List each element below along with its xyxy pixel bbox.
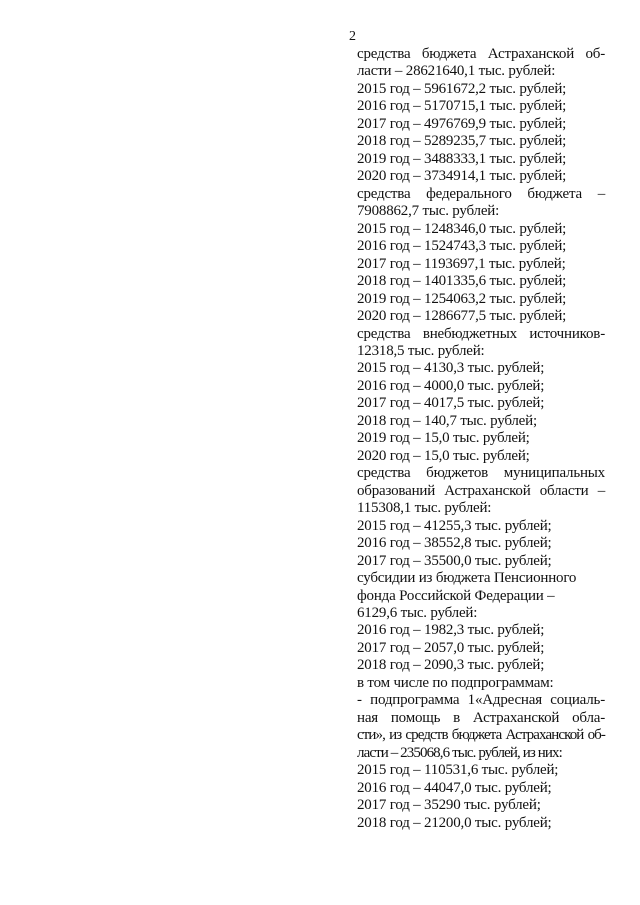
text-line: 2017 год – 4017,5 тыс. рублей; [357,395,545,412]
text-line: 2015 год – 1248346,0 тыс. рублей; [357,220,567,237]
text-line: средства федерального бюджета – [357,185,605,202]
text-line: 2019 год – 3488333,1 тыс. рублей; [357,150,567,167]
text-line: ласти – 28621640,1 тыс. рублей: [357,63,556,80]
text-line: 2016 год – 44047,0 тыс. рублей; [357,779,552,796]
text-line: 2018 год – 140,7 тыс. рублей; [357,412,537,429]
text-line: 7908862,7 тыс. рублей: [357,203,500,220]
text-line: образований Астраханской области – [357,482,605,499]
text-line: 12318,5 тыс. рублей: [357,342,485,359]
text-line: 2016 год – 1982,3 тыс. рублей; [357,622,545,639]
text-line: 2020 год – 1286677,5 тыс. рублей; [357,308,567,325]
text-line: 2016 год – 38552,8 тыс. рублей; [357,535,552,552]
text-line: средства бюджетов муниципальных [357,465,605,482]
text-line: средства внебюджетных источников- [357,325,605,342]
text-line: 2018 год – 1401335,6 тыс. рублей; [357,273,567,290]
text-line: 2019 год – 15,0 тыс. рублей; [357,430,530,447]
text-line: 6129,6 тыс. рублей: [357,605,478,621]
text-column [357,45,605,831]
text-line: 2017 год – 35290 тыс. рублей; [357,797,541,814]
text-line: 2017 год – 4976769,9 тыс. рублей; [357,115,567,132]
text-line: в том числе по подпрограммам: [357,674,554,691]
text-line: 2015 год – 4130,3 тыс. рублей; [357,360,545,377]
text-line: 2020 год – 15,0 тыс. рублей; [357,447,530,464]
text-line: 2015 год – 5961672,2 тыс. рублей; [357,80,567,97]
text-line: - подпрограмма 1«Адресная социаль- [357,692,605,709]
text-line: 2016 год – 4000,0 тыс. рублей; [357,377,545,394]
page-number: 2 [349,29,356,44]
text-line: 2020 год – 3734914,1 тыс. рублей; [357,168,567,185]
text-line: 2015 год – 41255,3 тыс. рублей; [357,517,552,534]
text-line: фонда Российской Федерации – [357,587,555,604]
text-line: 2017 год – 35500,0 тыс. рублей; [357,552,552,569]
text-line: 2018 год – 21200,0 тыс. рублей; [357,814,552,831]
text-line: субсидии из бюджета Пенсионного [357,570,577,587]
text-line: 2018 год – 2090,3 тыс. рублей; [357,657,545,674]
text-line: средства бюджета Астраханской об- [357,46,605,62]
text-line: 2018 год – 5289235,7 тыс. рублей; [357,133,567,150]
text-line: сти», из средств бюджета Астраханской об- [357,727,605,744]
text-line: 2019 год – 1254063,2 тыс. рублей; [357,290,567,307]
text-line: 2017 год – 2057,0 тыс. рублей; [357,639,545,656]
text-line: 2016 год – 1524743,3 тыс. рублей; [357,238,567,255]
text-line: 2015 год – 110531,6 тыс. рублей; [357,762,559,779]
text-line: 2017 год – 1193697,1 тыс. рублей; [357,255,566,272]
text-line: ная помощь в Астраханской обла- [357,709,605,726]
text-line: ласти – 235068,6 тыс. рублей, из них: [357,744,562,761]
text-line: 115308,1 тыс. рублей: [357,500,492,517]
text-line: 2016 год – 5170715,1 тыс. рублей; [357,98,567,115]
